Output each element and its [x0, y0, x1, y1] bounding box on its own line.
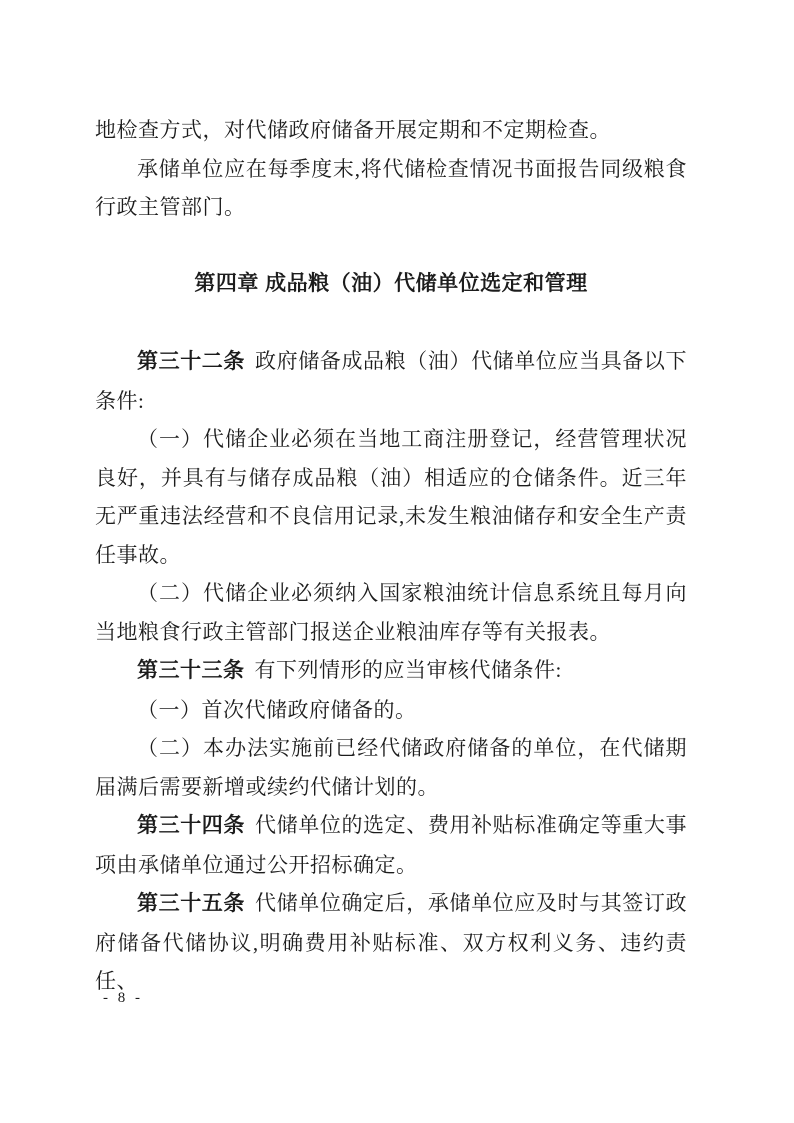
document-body — [95, 111, 687, 1001]
paragraph — [95, 806, 687, 884]
paragraph-text: （一）代储企业必须在当地工商注册登记，经营管理状况良好，并具有与储存成品粮（油）相适应的仓储条件。近三年无严重违法经营和不良信用记录,未发生粮油储存和安全生产责任事故。 — [95, 427, 687, 567]
paragraph — [95, 150, 687, 227]
article-number: 第三十四条 — [137, 814, 246, 837]
paragraph-text: 代储单位的选定、费用补贴标准确定等重大事项由承储单位通过公开招标确定。 — [95, 813, 688, 877]
paragraph — [95, 691, 687, 730]
article-number: 第三十五条 — [137, 892, 246, 915]
paragraph-text: （二）代储企业必须纳入国家粮油统计信息系统且每月向当地粮食行政主管部门报送企业粮油库存等有关报表。 — [95, 581, 687, 644]
paragraph — [95, 420, 687, 574]
paragraph — [95, 342, 687, 420]
paragraph-text: 地检查方式，对代储政府储备开展定期和不定期检查。 — [95, 118, 611, 142]
paragraph-text: 有下列情形的应当审核代储条件: — [254, 658, 562, 682]
paragraph-text: （一）首次代储政府储备的。 — [137, 697, 417, 722]
paragraph-text: 承储单位应在每季度末,将代储检查情况书面报告同级粮食行政主管部门。 — [95, 156, 687, 219]
paragraph — [95, 651, 687, 691]
paragraph — [95, 729, 687, 806]
paragraph — [95, 111, 687, 150]
chapter-heading: 第四章 成品粮（油）代储单位选定和管理 — [194, 272, 588, 295]
paragraph-text: 代储单位确定后，承储单位应及时与其签订政府储备代储协议,明确费用补贴标准、双方权利义务、违约责任、 — [95, 891, 688, 993]
paragraph-text: （二）本办法实施前已经代储政府储备的单位，在代储期届满后需要新增或续约代储计划的。 — [95, 736, 687, 799]
paragraph — [95, 884, 687, 1001]
article-number: 第三十三条 — [137, 659, 245, 682]
paragraph-text: 政府储备成品粮（油）代储单位应当具备以下条件: — [95, 349, 688, 413]
page-number: - 8 - — [103, 990, 143, 1006]
paragraph — [95, 574, 687, 651]
article-number: 第三十二条 — [137, 350, 246, 373]
